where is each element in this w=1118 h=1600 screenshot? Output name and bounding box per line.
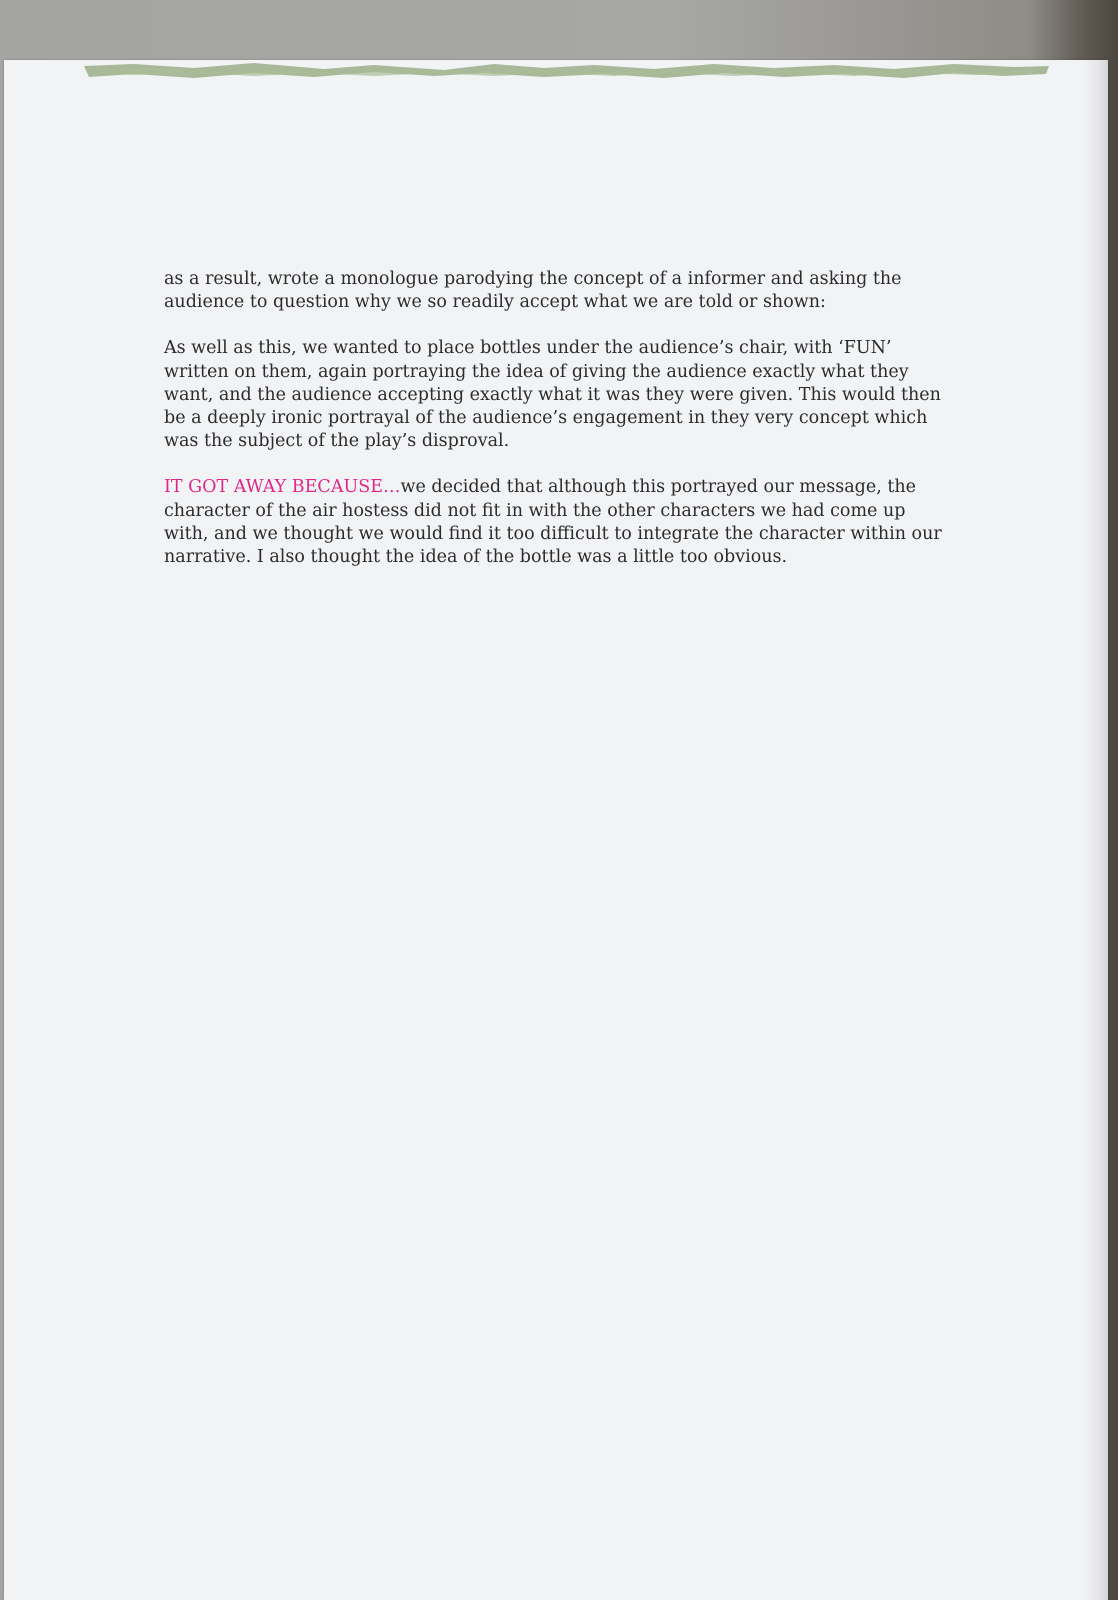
body-text: [164, 268, 954, 592]
got-away-text: we decided that although this portrayed our message, the character of the air hostess did not fit in with the other characters we had come up with, and we thought we would find it too difficult to integrate the character within our narrative. I also thought the idea of the bottle was a little too obvious.: [164, 477, 942, 568]
paragraph-monologue: as a result, wrote a monologue parodying the concept of a informer and asking the audience to question why we so readily accept what we are told or shown:: [164, 269, 902, 313]
got-away-heading: IT GOT AWAY BECAUSE…: [164, 477, 401, 498]
paragraph-bottles: As well as this, we wanted to place bottles under the audience’s chair, with ‘FUN’ written on them, again portraying the idea of giving the audience exactly what they want, and the audience accepting exactly what it was they were given. This would then be a deeply ironic portrayal of the audience’s engagement in they very concept which was the subject of the play’s disproval.: [164, 338, 941, 452]
document-page: [4, 60, 1108, 1600]
page-edge-shadow: [1082, 60, 1108, 1600]
paragraph-got-away: [164, 476, 954, 569]
torn-tape-strip: [74, 60, 1054, 90]
